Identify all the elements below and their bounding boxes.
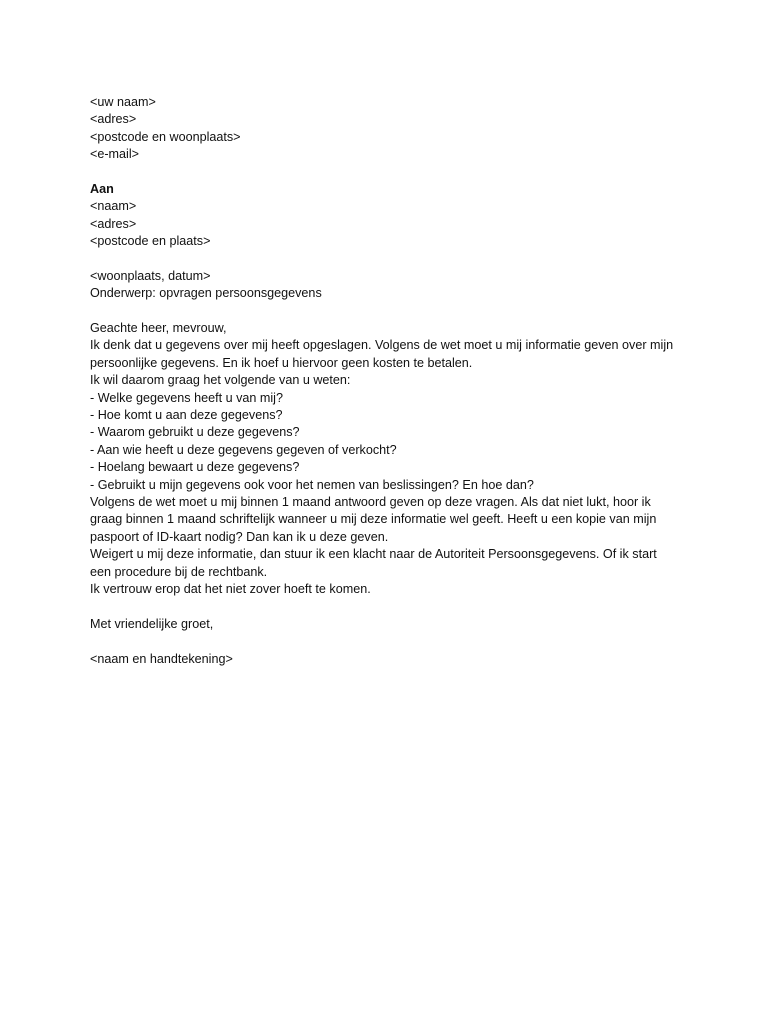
spacer	[90, 303, 690, 320]
body-line: graag binnen 1 maand schriftelijk wanneer u mij deze informatie wel geeft. Heeft u een kopie van mijn	[90, 512, 657, 527]
body-line: Ik wil daarom graag het volgende van u weten:	[90, 373, 351, 388]
recipient-name: <naam>	[90, 199, 137, 214]
subject-line: Onderwerp: opvragen persoonsgegevens	[90, 286, 322, 301]
spacer	[90, 633, 690, 650]
body-line: persoonlijke gegevens. En ik hoef u hiervoor geen kosten te betalen.	[90, 355, 473, 370]
sender-address: <adres>	[90, 112, 137, 127]
recipient-block	[90, 181, 690, 251]
salutation: Geachte heer, mevrouw,	[90, 321, 227, 336]
question-item: - Welke gegevens heeft u van mij?	[90, 390, 283, 405]
recipient-postal-city: <postcode en plaats>	[90, 234, 211, 249]
body-line: Ik vertrouw erop dat het niet zover hoeft te komen.	[90, 581, 371, 596]
recipient-address: <adres>	[90, 216, 137, 231]
body-line: Weigert u mij deze informatie, dan stuur ik een klacht naar de Autoriteit Persoonsgegevens. Of ik start	[90, 547, 657, 562]
question-item: - Aan wie heeft u deze gegevens gegeven of verkocht?	[90, 442, 397, 457]
body-text	[90, 337, 690, 598]
sender-name: <uw naam>	[90, 95, 156, 109]
sender-postal-city: <postcode en woonplaats>	[90, 129, 241, 144]
place-date: <woonplaats, datum>	[90, 268, 211, 283]
question-item: - Gebruikt u mijn gegevens ook voor het nemen van beslissingen? En hoe dan?	[90, 477, 534, 492]
spacer	[90, 251, 690, 268]
signature-placeholder: <naam en handtekening>	[90, 651, 233, 666]
question-item: - Hoelang bewaart u deze gegevens?	[90, 460, 300, 475]
sender-email: <e-mail>	[90, 147, 139, 162]
spacer	[90, 598, 690, 615]
body-line: paspoort of ID-kaart nodig? Dan kan ik u deze geven.	[90, 529, 389, 544]
closing: Met vriendelijke groet,	[90, 616, 214, 631]
body-line: een procedure bij de rechtbank.	[90, 564, 268, 579]
question-item: - Hoe komt u aan deze gegevens?	[90, 408, 283, 423]
body-line: Ik denk dat u gegevens over mij heeft opgeslagen. Volgens de wet moet u mij informatie geven over mijn	[90, 338, 674, 353]
question-item: - Waarom gebruikt u deze gegevens?	[90, 425, 300, 440]
sender-block	[90, 94, 690, 164]
body-line: Volgens de wet moet u mij binnen 1 maand antwoord geven op deze vragen. Als dat niet lukt, hoor ik	[90, 494, 651, 509]
letter-body	[90, 94, 690, 668]
spacer	[90, 164, 690, 181]
recipient-heading: Aan	[90, 181, 114, 196]
